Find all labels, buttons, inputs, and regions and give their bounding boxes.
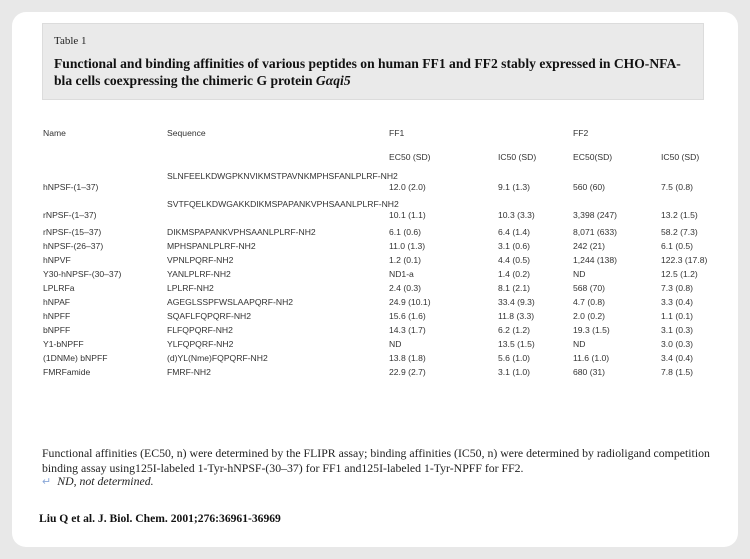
header-ff2: FF2 [573, 128, 589, 138]
row-name: hNPAF [43, 297, 71, 307]
header-ff1-ec50: EC50 (SD) [389, 152, 431, 162]
row-sequence: YLFQPQRF-NH2 [167, 339, 234, 349]
table-row [43, 255, 719, 269]
row-ff1-ec50: 6.1 (0.6) [389, 227, 422, 237]
row-sequence: FLFQPQRF-NH2 [167, 325, 233, 335]
row-ff1-ic50: 13.5 (1.5) [498, 339, 535, 349]
row-ff2-ec50: ND [573, 269, 586, 279]
row-sequence: LPLRF-NH2 [167, 283, 214, 293]
table-row [43, 353, 719, 367]
row-ff2-ic50: 58.2 (7.3) [661, 227, 698, 237]
header-name: Name [43, 128, 66, 138]
row-sequence: MPHSPANLPLRF-NH2 [167, 241, 256, 251]
g-protein-name: Gαqi5 [315, 73, 351, 88]
table-caption [42, 23, 704, 100]
affinity-table [43, 128, 719, 381]
table-row [43, 269, 719, 283]
row-sequence: YANLPLRF-NH2 [167, 269, 231, 279]
row-ff2-ic50: 3.3 (0.4) [661, 297, 694, 307]
row-ff1-ec50: ND [389, 339, 402, 349]
table-row [43, 367, 719, 381]
header-ff2-ec50: EC50(SD) [573, 152, 613, 162]
table-row [43, 339, 719, 353]
row-name: hNPSF-(1–37) [43, 182, 99, 192]
row-name: hNPSF-(26–37) [43, 241, 104, 251]
row-ff1-ec50: 15.6 (1.6) [389, 311, 426, 321]
row-ff1-ec50: 22.9 (2.7) [389, 367, 426, 377]
row-ff1-ec50: 14.3 (1.7) [389, 325, 426, 335]
header-ff1: FF1 [389, 128, 405, 138]
nd-footnote: ↵ ND, not determined. [42, 474, 154, 488]
row-name: rNPSF-(1–37) [43, 210, 97, 220]
row-name: (1DNMe) bNPFF [43, 353, 108, 363]
row-ff1-ic50: 1.4 (0.2) [498, 269, 531, 279]
row-ff1-ic50: 4.4 (0.5) [498, 255, 531, 265]
header-ff1-ic50: IC50 (SD) [498, 152, 537, 162]
return-arrow-icon: ↵ [42, 476, 52, 488]
row-ff2-ic50: 3.1 (0.3) [661, 325, 694, 335]
row-name: LPLRFa [43, 283, 75, 293]
row-ff2-ic50: 3.0 (0.3) [661, 339, 694, 349]
row-ff1-ic50: 3.1 (0.6) [498, 241, 531, 251]
row-name: rNPSF-(15–37) [43, 227, 102, 237]
row-ff1-ic50: 8.1 (2.1) [498, 283, 531, 293]
row-ff2-ec50: 2.0 (0.2) [573, 311, 606, 321]
row-ff1-ec50: 11.0 (1.3) [389, 241, 426, 251]
row-ff1-ec50: 24.9 (10.1) [389, 297, 431, 307]
table-label: Table 1 [54, 35, 87, 47]
header-sequence: Sequence [167, 128, 206, 138]
row-name: bNPFF [43, 325, 71, 335]
row-name: FMRFamide [43, 367, 91, 377]
row-name: hNPFF [43, 311, 71, 321]
row-ff2-ic50: 122.3 (17.8) [661, 255, 708, 265]
row-ff2-ec50: 560 (60) [573, 182, 606, 192]
row-ff1-ec50: 13.8 (1.8) [389, 353, 426, 363]
row-ff2-ec50: 568 (70) [573, 283, 606, 293]
row-ff2-ec50: 4.7 (0.8) [573, 297, 606, 307]
row-ff1-ic50: 33.4 (9.3) [498, 297, 535, 307]
row-sequence: SVTFQELKDWGAKKDIKMSPAPANKVPHSAANLPLRF-NH2 [167, 199, 399, 209]
table-row [43, 283, 719, 297]
row-ff2-ec50: 8,071 (633) [573, 227, 617, 237]
table-subheader-row [43, 152, 719, 171]
row-ff2-ec50: 1,244 (138) [573, 255, 617, 265]
row-ff1-ec50: 2.4 (0.3) [389, 283, 422, 293]
row-ff2-ic50: 6.1 (0.5) [661, 241, 694, 251]
row-ff2-ec50: 3,398 (247) [573, 210, 617, 220]
row-ff1-ec50: 1.2 (0.1) [389, 255, 422, 265]
row-ff1-ec50: 10.1 (1.1) [389, 210, 426, 220]
row-name: hNPVF [43, 255, 71, 265]
table-row [43, 227, 719, 241]
row-ff2-ic50: 7.8 (1.5) [661, 367, 694, 377]
row-ff1-ic50: 6.2 (1.2) [498, 325, 531, 335]
row-ff2-ec50: 680 (31) [573, 367, 606, 377]
row-ff1-ec50: ND1-a [389, 269, 414, 279]
table-row [43, 199, 719, 227]
table-footnote: Functional affinities (EC50, n) were determined by the FLIPR assay; binding affinities (IC50, n) were determined by radioligand competition binding assay using125I-labeled 1-Tyr-hNPSF-(30–37) for FF1 and125I-labeled 1-Tyr-NPFF for FF2. [42, 446, 710, 475]
row-ff2-ec50: 19.3 (1.5) [573, 325, 610, 335]
row-sequence: FMRF-NH2 [167, 367, 211, 377]
table-row [43, 311, 719, 325]
row-sequence: VPNLPQRF-NH2 [167, 255, 234, 265]
row-name: Y30-hNPSF-(30–37) [43, 269, 122, 279]
row-ff1-ic50: 10.3 (3.3) [498, 210, 535, 220]
row-ff1-ic50: 5.6 (1.0) [498, 353, 531, 363]
row-sequence: SLNFEELKDWGPKNVIKMSTPAVNKMPHSFANLPLRF-NH2 [167, 171, 398, 181]
row-name: Y1-bNPFF [43, 339, 84, 349]
header-ff2-ic50: IC50 (SD) [661, 152, 700, 162]
row-ff1-ic50: 6.4 (1.4) [498, 227, 531, 237]
row-sequence: (d)YL(Nme)FQPQRF-NH2 [167, 353, 268, 363]
row-ff1-ic50: 11.8 (3.3) [498, 311, 535, 321]
citation: Liu Q et al. J. Biol. Chem. 2001;276:36961-36969 [39, 512, 281, 525]
row-ff1-ic50: 9.1 (1.3) [498, 182, 531, 192]
table-row [43, 297, 719, 311]
table-title: Functional and binding affinities of various peptides on human FF1 and FF2 stably expressed in CHO-NFA-bla cells coexpressing the chimeric G protein Gαqi5 [54, 56, 681, 88]
row-ff2-ic50: 1.1 (0.1) [661, 311, 694, 321]
row-ff2-ic50: 13.2 (1.5) [661, 210, 698, 220]
row-ff2-ec50: ND [573, 339, 586, 349]
table-row [43, 241, 719, 255]
row-ff2-ic50: 12.5 (1.2) [661, 269, 698, 279]
table-header-row [43, 128, 719, 142]
table-body [43, 171, 719, 381]
row-ff1-ic50: 3.1 (1.0) [498, 367, 531, 377]
row-sequence: DIKMSPAPANKVPHSAANLPLRF-NH2 [167, 227, 316, 237]
table-row [43, 171, 719, 199]
row-ff1-ec50: 12.0 (2.0) [389, 182, 426, 192]
row-sequence: AGEGLSSPFWSLAAPQRF-NH2 [167, 297, 294, 307]
row-ff2-ic50: 7.3 (0.8) [661, 283, 694, 293]
row-ff2-ic50: 7.5 (0.8) [661, 182, 694, 192]
row-ff2-ic50: 3.4 (0.4) [661, 353, 694, 363]
row-sequence: SQAFLFQPQRF-NH2 [167, 311, 252, 321]
row-ff2-ec50: 11.6 (1.0) [573, 353, 610, 363]
row-ff2-ec50: 242 (21) [573, 241, 606, 251]
table-row [43, 325, 719, 339]
